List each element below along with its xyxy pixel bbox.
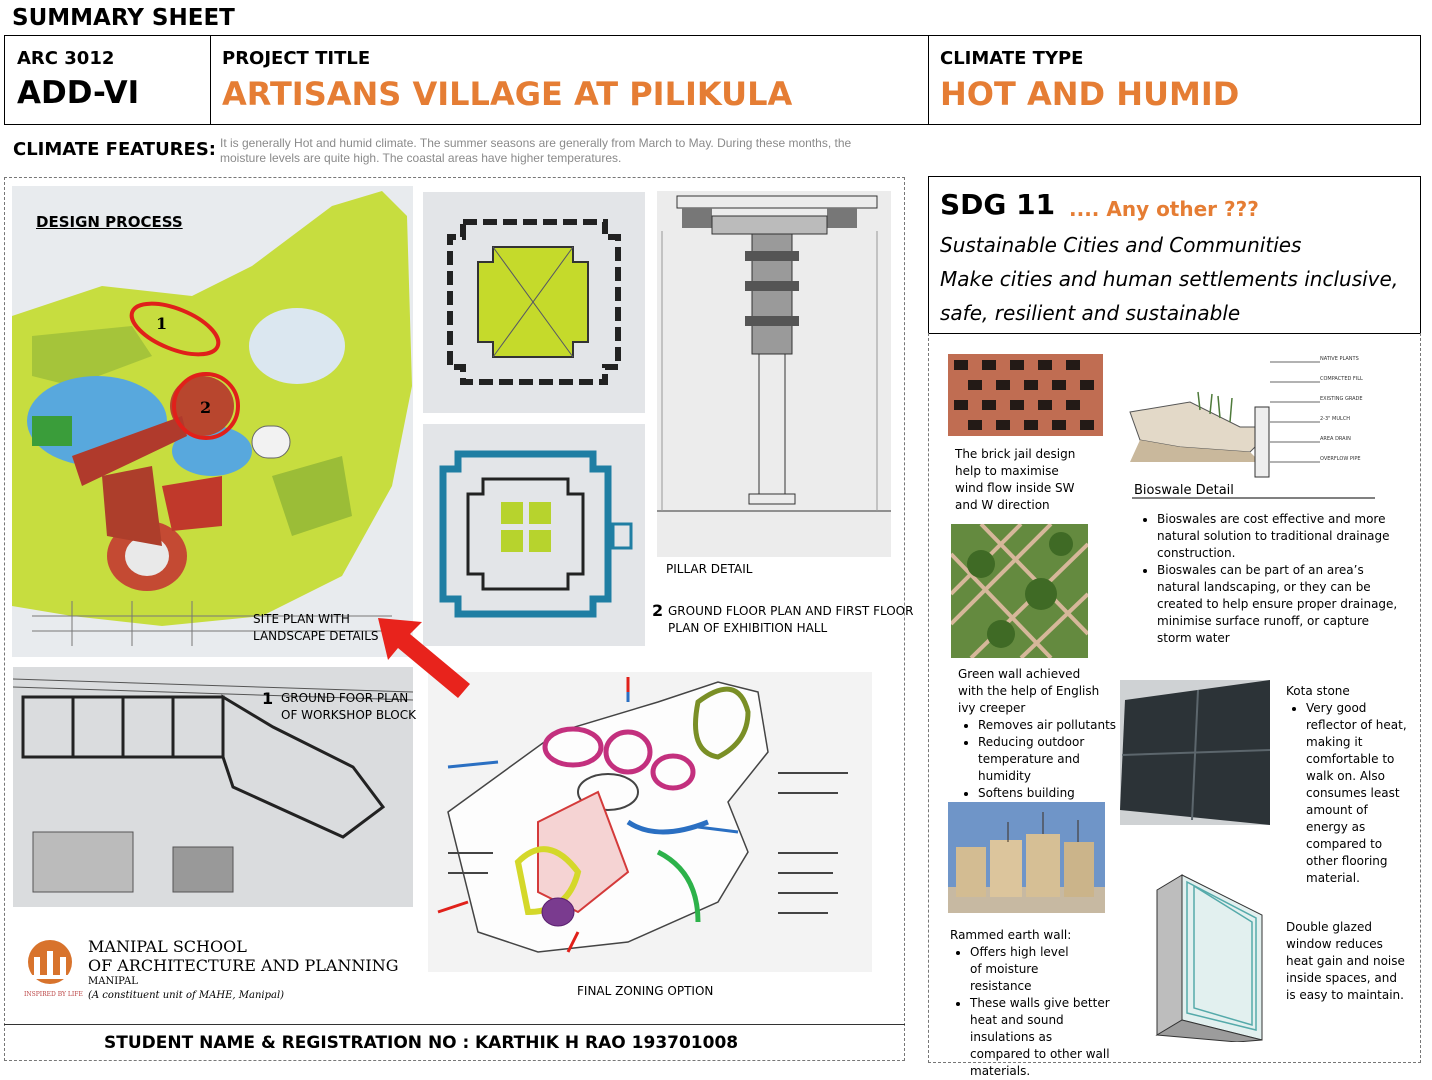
zoning-sketch-image xyxy=(428,672,872,972)
green-wall-point: • Reducing outdoor temperature and humidity xyxy=(978,734,1098,785)
project-title: ARTISANS VILLAGE AT PILIKULA xyxy=(222,75,793,113)
sdg-line3: safe, resilient and sustainable xyxy=(940,301,1241,325)
site-plan-caption: SITE PLAN WITH LANDSCAPE DETAILS xyxy=(253,612,379,643)
brick-jali-image xyxy=(948,354,1103,436)
green-wall-caption xyxy=(958,666,1118,802)
institution-note: (A constituent unit of MAHE, Manipal) xyxy=(88,990,285,1001)
student-label: STUDENT NAME & REGISTRATION NO : xyxy=(104,1033,470,1053)
kota-point: • Very good reflector of heat, making it comfortable to walk on. Also consumes least amount of energy as compared to other flooring material. xyxy=(1306,700,1412,887)
workshop-caption: GROUND FOOR PLAN OF WORKSHOP BLOCK xyxy=(281,691,416,722)
site-marker-2: 2 xyxy=(200,398,212,417)
design-process-label: DESIGN PROCESS xyxy=(36,213,183,231)
svg-text:COMPACTED FILL: COMPACTED FILL xyxy=(1320,376,1363,382)
rammed-earth-caption xyxy=(950,927,1125,1080)
climate-features-text: It is generally Hot and humid climate. The summer seasons are generally from March to May. During these months, the moisture levels are quite high. The coastal areas have higher temperatures. xyxy=(220,136,852,165)
brick-jali-caption: The brick jail design help to maximise wind flow inside SW and W direction xyxy=(955,447,1076,512)
institution-location: MANIPAL xyxy=(88,976,138,987)
course-name: ADD-VI xyxy=(17,75,140,111)
sheet-title: SUMMARY SHEET xyxy=(12,5,235,31)
header-course-box xyxy=(4,35,211,125)
site-plan-image xyxy=(12,186,413,657)
workshop-number: 1 xyxy=(262,689,274,708)
sdg-other: .... Any other ??? xyxy=(1069,197,1259,221)
course-code: ARC 3012 xyxy=(17,48,115,69)
double-glazing-image xyxy=(1152,870,1268,1042)
exhibition-plan-upper-image xyxy=(423,192,645,413)
sdg-line2: Make cities and human settlements inclusive, xyxy=(940,267,1399,291)
student-row-divider xyxy=(4,1024,905,1025)
svg-text:NATIVE PLANTS: NATIVE PLANTS xyxy=(1320,356,1359,362)
kota-caption xyxy=(1286,683,1412,887)
kota-title: Kota stone xyxy=(1286,684,1350,698)
green-wall-intro: Green wall achieved with the help of English ivy creeper xyxy=(958,667,1100,715)
svg-text:EXISTING GRADE: EXISTING GRADE xyxy=(1320,396,1363,402)
svg-text:OVERFLOW PIPE: OVERFLOW PIPE xyxy=(1320,456,1361,462)
exhibition-number: 2 xyxy=(652,601,664,620)
institution-logo xyxy=(20,937,83,1001)
bioswale-point: • Bioswales can be part of an area’s natural landscaping, or they can be created to help ensure proper drainage, minimise surface runoff, or capture storm water xyxy=(1157,562,1399,647)
project-label: PROJECT TITLE xyxy=(222,48,371,69)
exhibition-caption: GROUND FLOOR PLAN AND FIRST FLOOR PLAN OF EXHIBITION HALL xyxy=(668,604,914,635)
rammed-earth-image xyxy=(948,802,1105,913)
climate-label: CLIMATE TYPE xyxy=(940,48,1084,69)
zoning-caption: FINAL ZONING OPTION xyxy=(577,984,714,998)
site-marker-1: 1 xyxy=(156,314,168,333)
rammed-point: • Offers high level of moisture resistance xyxy=(970,944,1080,995)
institution-name-line2: OF ARCHITECTURE AND PLANNING xyxy=(88,956,399,975)
climate-features-label: CLIMATE FEATURES: xyxy=(13,139,217,160)
double-glazing-caption: Double glazed window reduces heat gain and noise inside spaces, and is easy to maintain. xyxy=(1286,920,1405,1002)
rammed-title: Rammed earth wall: xyxy=(950,928,1072,942)
header-climate-box xyxy=(928,35,1421,125)
climate-type: HOT AND HUMID xyxy=(940,75,1240,113)
kota-stone-image xyxy=(1120,680,1270,825)
svg-text:AREA DRAIN: AREA DRAIN xyxy=(1320,436,1351,442)
institution-tagline: INSPIRED BY LIFE xyxy=(24,991,83,998)
green-wall-point: • Removes air pollutants xyxy=(978,717,1118,734)
institution-name-line1: MANIPAL SCHOOL xyxy=(88,937,247,956)
header-project-box xyxy=(210,35,929,125)
bioswale-points xyxy=(1137,511,1399,647)
student-value: KARTHIK H RAO 193701008 xyxy=(475,1033,739,1053)
red-arrow-icon xyxy=(370,612,480,702)
svg-text:2-3" MULCH: 2-3" MULCH xyxy=(1320,416,1351,422)
bioswale-point: • Bioswales are cost effective and more natural solution to traditional drainage construction. xyxy=(1157,511,1399,562)
bioswale-title: Bioswale Detail xyxy=(1134,483,1234,498)
pillar-detail-image xyxy=(657,191,891,557)
green-wall-image xyxy=(951,524,1088,658)
green-wall-point: • Softens building xyxy=(978,785,1118,802)
sdg-line1: Sustainable Cities and Communities xyxy=(940,233,1302,257)
pillar-caption: PILLAR DETAIL xyxy=(666,562,753,576)
sdg-box xyxy=(928,176,1421,334)
sdg-number: SDG 11 xyxy=(940,188,1056,221)
bioswale-diagram xyxy=(1120,352,1380,500)
rammed-point: • These walls give better heat and sound insulations as compared to other wall materials. xyxy=(970,995,1110,1080)
